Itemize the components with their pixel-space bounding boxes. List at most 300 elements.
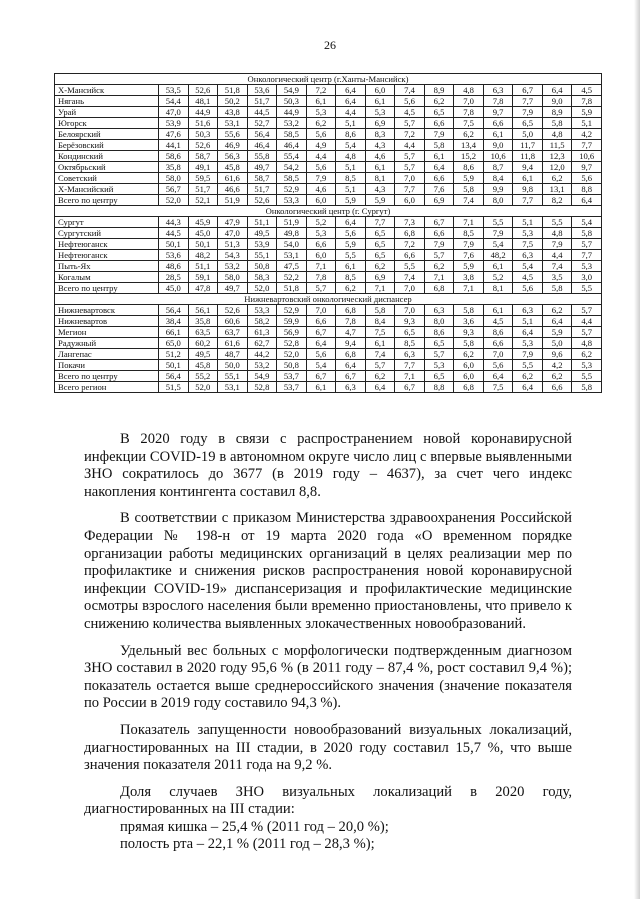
table-row — [55, 96, 602, 107]
row-label: Нефтеюганск — [55, 239, 159, 250]
table-cell: 5,9 — [542, 327, 572, 338]
table-cell: 5,9 — [454, 173, 484, 184]
table-cell: 3,5 — [542, 272, 572, 283]
table-cell: 4,4 — [306, 151, 336, 162]
table-cell: 54,2 — [277, 162, 307, 173]
table-row — [55, 129, 602, 140]
table-cell: 7,8 — [572, 96, 602, 107]
table-cell: 49,8 — [277, 228, 307, 239]
table-cell: 9,3 — [454, 327, 484, 338]
table-cell: 4,5 — [395, 107, 425, 118]
table-cell: 6,6 — [483, 118, 513, 129]
table-cell: 5,8 — [454, 338, 484, 349]
table-row — [55, 239, 602, 250]
table-cell: 59,9 — [277, 316, 307, 327]
table-cell: 7,7 — [513, 195, 543, 206]
table-row — [55, 349, 602, 360]
table-cell: 62,7 — [247, 338, 277, 349]
table-cell: 6,1 — [483, 261, 513, 272]
table-cell: 5,6 — [306, 162, 336, 173]
table-cell: 53,2 — [218, 261, 248, 272]
table-cell: 58,6 — [159, 151, 189, 162]
table-cell: 6,7 — [336, 371, 366, 382]
table-cell: 52,9 — [277, 305, 307, 316]
table-cell: 59,5 — [188, 173, 218, 184]
table-cell: 7,0 — [454, 96, 484, 107]
table-cell: 45,8 — [188, 360, 218, 371]
table-cell: 54,3 — [218, 250, 248, 261]
table-cell: 53,7 — [277, 382, 307, 393]
table-cell: 6,9 — [424, 195, 454, 206]
table-cell: 53,5 — [159, 85, 189, 96]
table-cell: 52,0 — [247, 283, 277, 294]
table-cell: 5,5 — [572, 371, 602, 382]
table-cell: 4,4 — [336, 107, 366, 118]
table-cell: 7,9 — [306, 173, 336, 184]
table-cell: 4,8 — [454, 85, 484, 96]
row-label: Х-Мансийский — [55, 184, 159, 195]
table-cell: 6,4 — [336, 96, 366, 107]
table-cell: 52,0 — [159, 195, 189, 206]
table-cell: 6,2 — [454, 129, 484, 140]
table-cell: 5,4 — [572, 217, 602, 228]
table-row — [55, 360, 602, 371]
table-cell: 52,9 — [277, 184, 307, 195]
section-title: Онкологический центр (г.Ханты-Мансийск) — [55, 74, 602, 85]
table-cell: 58,5 — [277, 129, 307, 140]
table-cell: 51,8 — [277, 283, 307, 294]
table-cell: 5,5 — [336, 250, 366, 261]
table-cell: 7,9 — [424, 129, 454, 140]
table-cell: 43,8 — [218, 107, 248, 118]
table-cell: 6,0 — [454, 371, 484, 382]
table-cell: 6,4 — [365, 382, 395, 393]
table-cell: 4,5 — [483, 316, 513, 327]
table-cell: 5,3 — [572, 360, 602, 371]
table-cell: 4,9 — [306, 140, 336, 151]
table-cell: 5,8 — [454, 184, 484, 195]
table-cell: 8,9 — [542, 107, 572, 118]
table-cell: 6,3 — [395, 349, 425, 360]
table-cell: 6,1 — [306, 382, 336, 393]
table-row — [55, 371, 602, 382]
table-cell: 7,1 — [395, 371, 425, 382]
table-cell: 6,8 — [336, 305, 366, 316]
table-cell: 6,8 — [336, 349, 366, 360]
table-cell: 5,7 — [424, 250, 454, 261]
table-cell: 6,5 — [424, 371, 454, 382]
table-cell: 48,7 — [218, 349, 248, 360]
table-cell: 28,5 — [159, 272, 189, 283]
table-cell: 7,2 — [395, 239, 425, 250]
table-cell: 7,2 — [306, 85, 336, 96]
table-cell: 7,4 — [454, 195, 484, 206]
table-cell: 7,6 — [424, 184, 454, 195]
table-cell: 6,1 — [483, 129, 513, 140]
table-cell: 53,9 — [159, 118, 189, 129]
table-cell: 5,6 — [336, 228, 366, 239]
table-cell: 7,0 — [395, 283, 425, 294]
table-cell: 47,6 — [159, 129, 189, 140]
table-cell: 7,2 — [395, 129, 425, 140]
table-cell: 5,5 — [572, 283, 602, 294]
table-cell: 54,4 — [159, 96, 189, 107]
table-cell: 5,6 — [306, 129, 336, 140]
table-cell: 4,7 — [336, 327, 366, 338]
table-cell: 7,9 — [424, 239, 454, 250]
table-cell: 49,1 — [188, 162, 218, 173]
table-row — [55, 338, 602, 349]
table-cell: 52,8 — [277, 338, 307, 349]
table-cell: 49,7 — [218, 283, 248, 294]
table-cell: 7,8 — [454, 107, 484, 118]
table-cell: 6,2 — [424, 96, 454, 107]
table-cell: 5,9 — [336, 195, 366, 206]
table-total-row — [55, 382, 602, 393]
table-cell: 48,6 — [159, 261, 189, 272]
table-cell: 4,8 — [542, 129, 572, 140]
table-cell: 63,5 — [188, 327, 218, 338]
table-cell: 44,5 — [159, 228, 189, 239]
table-row — [55, 118, 602, 129]
table-cell: 51,8 — [218, 85, 248, 96]
table-cell: 7,0 — [306, 305, 336, 316]
table-cell: 8,0 — [424, 316, 454, 327]
table-cell: 63,7 — [218, 327, 248, 338]
table-cell: 7,1 — [306, 261, 336, 272]
table-cell: 6,0 — [395, 195, 425, 206]
table-cell: 9,9 — [483, 184, 513, 195]
table-cell: 5,3 — [365, 107, 395, 118]
table-cell: 5,6 — [513, 283, 543, 294]
table-cell: 8,3 — [365, 129, 395, 140]
table-cell: 55,6 — [218, 129, 248, 140]
row-label: Покачи — [55, 360, 159, 371]
table-cell: 8,6 — [454, 162, 484, 173]
table-cell: 4,2 — [572, 129, 602, 140]
table-cell: 52,6 — [188, 85, 218, 96]
row-label: Октябрьский — [55, 162, 159, 173]
table-cell: 53,3 — [247, 305, 277, 316]
table-cell: 7,7 — [513, 96, 543, 107]
table-cell: 52,7 — [247, 118, 277, 129]
row-label: Югорск — [55, 118, 159, 129]
table-cell: 51,7 — [188, 184, 218, 195]
table-cell: 6,5 — [424, 107, 454, 118]
table-cell: 8,4 — [483, 173, 513, 184]
table-cell: 6,6 — [395, 250, 425, 261]
table-cell: 6,4 — [336, 360, 366, 371]
table-row — [55, 140, 602, 151]
table-cell: 8,8 — [572, 184, 602, 195]
table-cell: 7,8 — [306, 272, 336, 283]
table-cell: 9,0 — [483, 140, 513, 151]
table-cell: 7,5 — [483, 382, 513, 393]
table-cell: 5,8 — [454, 305, 484, 316]
table-cell: 6,3 — [513, 305, 543, 316]
table-cell: 6,6 — [306, 239, 336, 250]
table-cell: 53,3 — [277, 195, 307, 206]
row-label: Нижневартовск — [55, 305, 159, 316]
table-cell: 7,1 — [454, 283, 484, 294]
table-cell: 4,3 — [365, 184, 395, 195]
table-cell: 7,1 — [454, 217, 484, 228]
table-cell: 55,1 — [247, 250, 277, 261]
table-cell: 6,0 — [306, 250, 336, 261]
table-cell: 7,7 — [572, 250, 602, 261]
table-cell: 6,7 — [395, 382, 425, 393]
table-cell: 46,4 — [277, 140, 307, 151]
statistics-table-body — [55, 74, 602, 393]
table-cell: 45,0 — [188, 228, 218, 239]
table-cell: 7,7 — [395, 184, 425, 195]
table-cell: 56,1 — [188, 305, 218, 316]
table-cell: 52,0 — [277, 349, 307, 360]
paragraph: Доля случаев ЗНО визуальных локализаций в 2020 году, диагностированных на III стадии: — [84, 783, 572, 818]
section-header-row — [55, 206, 602, 217]
table-cell: 6,0 — [365, 85, 395, 96]
table-cell: 61,6 — [218, 338, 248, 349]
table-cell: 53,1 — [218, 118, 248, 129]
table-cell: 52,1 — [188, 195, 218, 206]
table-cell: 5,4 — [483, 239, 513, 250]
table-cell: 60,6 — [218, 316, 248, 327]
table-cell: 6,5 — [365, 239, 395, 250]
row-label: Сургутский — [55, 228, 159, 239]
section-header-row — [55, 74, 602, 85]
table-cell: 4,3 — [365, 140, 395, 151]
table-cell: 8,6 — [336, 129, 366, 140]
table-cell: 5,8 — [572, 228, 602, 239]
table-cell: 4,6 — [306, 184, 336, 195]
table-cell: 10,6 — [483, 151, 513, 162]
table-cell: 6,2 — [513, 371, 543, 382]
table-cell: 10,6 — [572, 151, 602, 162]
page-edge-shadow — [634, 0, 640, 899]
table-cell: 51,5 — [159, 382, 189, 393]
table-cell: 7,4 — [542, 261, 572, 272]
table-cell: 7,9 — [513, 349, 543, 360]
table-cell: 58,5 — [277, 173, 307, 184]
table-cell: 51,1 — [247, 217, 277, 228]
table-cell: 6,4 — [424, 162, 454, 173]
row-label: Всего по центру — [55, 371, 159, 382]
table-cell: 7,0 — [483, 349, 513, 360]
table-cell: 4,4 — [572, 316, 602, 327]
table-cell: 8,0 — [483, 195, 513, 206]
table-cell: 6,6 — [424, 173, 454, 184]
table-cell: 6,5 — [365, 250, 395, 261]
table-cell: 5,6 — [306, 349, 336, 360]
table-cell: 51,3 — [218, 239, 248, 250]
table-cell: 5,5 — [395, 261, 425, 272]
table-cell: 5,3 — [306, 228, 336, 239]
table-cell: 55,1 — [218, 371, 248, 382]
table-cell: 5,1 — [336, 184, 366, 195]
table-cell: 6,4 — [483, 371, 513, 382]
table-cell: 8,6 — [424, 327, 454, 338]
table-cell: 55,2 — [188, 371, 218, 382]
table-row — [55, 327, 602, 338]
table-cell: 8,9 — [424, 85, 454, 96]
table-cell: 5,6 — [572, 173, 602, 184]
row-label: Мегион — [55, 327, 159, 338]
table-cell: 5,7 — [365, 360, 395, 371]
table-cell: 49,5 — [188, 349, 218, 360]
table-cell: 44,1 — [159, 140, 189, 151]
table-cell: 12,3 — [542, 151, 572, 162]
table-cell: 6,2 — [336, 283, 366, 294]
table-cell: 7,7 — [572, 140, 602, 151]
table-cell: 52,6 — [247, 195, 277, 206]
table-cell: 56,7 — [159, 184, 189, 195]
table-cell: 6,6 — [306, 316, 336, 327]
table-cell: 7,9 — [483, 228, 513, 239]
table-cell: 5,8 — [542, 118, 572, 129]
table-cell: 45,8 — [218, 162, 248, 173]
table-cell: 5,1 — [336, 118, 366, 129]
table-cell: 7,9 — [542, 239, 572, 250]
table-cell: 7,1 — [424, 272, 454, 283]
table-cell: 52,0 — [188, 382, 218, 393]
table-cell: 6,3 — [513, 250, 543, 261]
table-cell: 48,1 — [188, 96, 218, 107]
table-cell: 58,7 — [188, 151, 218, 162]
table-cell: 4,2 — [542, 360, 572, 371]
table-cell: 56,4 — [247, 129, 277, 140]
statistics-table — [54, 73, 602, 393]
paragraph: Показатель запущенности новообразований визуальных локализаций, диагностированных на III стадии, в 2020 году составил 15,7 %, что выше значения показателя 2011 года на 9,2 %. — [84, 721, 572, 774]
table-cell: 6,3 — [336, 382, 366, 393]
section-title: Онкологический центр (г. Сургут) — [55, 206, 602, 217]
document-text — [84, 431, 572, 854]
table-cell: 51,6 — [188, 118, 218, 129]
table-cell: 54,0 — [277, 239, 307, 250]
table-cell: 6,2 — [542, 371, 572, 382]
table-cell: 6,0 — [454, 360, 484, 371]
table-cell: 6,4 — [513, 327, 543, 338]
table-cell: 6,5 — [365, 228, 395, 239]
table-cell: 50,1 — [188, 239, 218, 250]
table-cell: 5,9 — [365, 195, 395, 206]
table-row — [55, 283, 602, 294]
table-cell: 5,5 — [513, 360, 543, 371]
table-row — [55, 217, 602, 228]
table-cell: 51,9 — [218, 195, 248, 206]
section-header-row — [55, 294, 602, 305]
table-cell: 8,5 — [336, 272, 366, 283]
table-row — [55, 272, 602, 283]
row-label: Урай — [55, 107, 159, 118]
table-cell: 53,2 — [247, 360, 277, 371]
table-cell: 50,1 — [159, 360, 189, 371]
table-cell: 61,3 — [247, 327, 277, 338]
table-cell: 4,5 — [513, 272, 543, 283]
table-cell: 8,6 — [483, 327, 513, 338]
row-label: Пыть-Ях — [55, 261, 159, 272]
table-cell: 6,2 — [542, 173, 572, 184]
table-cell: 7,9 — [513, 107, 543, 118]
table-cell: 4,6 — [365, 151, 395, 162]
table-cell: 6,2 — [365, 261, 395, 272]
table-cell: 11,5 — [542, 140, 572, 151]
table-cell: 5,1 — [572, 118, 602, 129]
table-cell: 5,4 — [336, 140, 366, 151]
paragraph: В соответствии с приказом Министерства здравоохранения Российской Федерации № 198-н от 19 марта 2020 года «О временном порядке организации работы медицинских организаций в целях реализации мер по профилактике и снижения рисков распространения новой коронавирусной инфекции COVID-19» диспансеризация и профилактические медицинские осмотры взрослого населения были временно приостановлены, что привело к снижению количества выявленных злокачественных новообразований. — [84, 510, 572, 632]
table-cell: 8,8 — [424, 382, 454, 393]
table-cell: 5,9 — [572, 107, 602, 118]
table-cell: 6,5 — [513, 118, 543, 129]
table-cell: 51,1 — [188, 261, 218, 272]
table-cell: 3,0 — [572, 272, 602, 283]
table-cell: 5,4 — [513, 261, 543, 272]
table-cell: 5,7 — [395, 118, 425, 129]
table-cell: 8,5 — [454, 228, 484, 239]
table-cell: 8,4 — [365, 316, 395, 327]
table-cell: 13,4 — [454, 140, 484, 151]
table-cell: 53,6 — [247, 85, 277, 96]
table-cell: 44,5 — [247, 107, 277, 118]
table-cell: 49,5 — [247, 228, 277, 239]
table-cell: 4,8 — [336, 151, 366, 162]
table-cell: 9,6 — [542, 349, 572, 360]
table-cell: 47,0 — [159, 107, 189, 118]
table-cell: 6,1 — [365, 338, 395, 349]
row-label: Сургут — [55, 217, 159, 228]
table-cell: 58,3 — [247, 272, 277, 283]
table-cell: 52,2 — [277, 272, 307, 283]
table-cell: 45,9 — [188, 217, 218, 228]
table-cell: 5,6 — [395, 96, 425, 107]
table-row — [55, 184, 602, 195]
table-cell: 53,2 — [277, 118, 307, 129]
table-cell: 8,5 — [395, 338, 425, 349]
table-cell: 4,5 — [572, 85, 602, 96]
table-cell: 7,9 — [454, 239, 484, 250]
paragraph: В 2020 году в связи с распространением новой коронавирусной инфекции COVID-19 в автономном округе число лиц с впервые выявленными ЗНО сократилось до 3677 (в 2019 году – 4637), за счет чего индекс накопления контингента составил 8,8. — [84, 431, 572, 500]
table-cell: 50,3 — [277, 96, 307, 107]
table-cell: 6,7 — [306, 327, 336, 338]
table-cell: 4,4 — [395, 140, 425, 151]
table-cell: 7,4 — [395, 272, 425, 283]
table-cell: 6,3 — [483, 85, 513, 96]
table-cell: 6,5 — [395, 327, 425, 338]
table-cell: 5,0 — [513, 129, 543, 140]
table-cell: 9,4 — [513, 162, 543, 173]
table-cell: 53,7 — [277, 371, 307, 382]
table-cell: 35,8 — [188, 316, 218, 327]
table-cell: 5,2 — [483, 272, 513, 283]
table-cell: 6,2 — [424, 261, 454, 272]
table-cell: 59,1 — [188, 272, 218, 283]
table-cell: 6,0 — [306, 195, 336, 206]
row-label: Белоярский — [55, 129, 159, 140]
table-cell: 6,3 — [424, 305, 454, 316]
table-cell: 6,6 — [483, 338, 513, 349]
table-cell: 5,3 — [513, 228, 543, 239]
table-cell: 35,8 — [159, 162, 189, 173]
table-cell: 7,0 — [395, 305, 425, 316]
row-label: Нягань — [55, 96, 159, 107]
table-cell: 6,6 — [424, 228, 454, 239]
table-cell: 7,7 — [395, 360, 425, 371]
table-cell: 47,5 — [277, 261, 307, 272]
table-cell: 58,7 — [247, 173, 277, 184]
table-cell: 65,0 — [159, 338, 189, 349]
table-cell: 6,4 — [306, 338, 336, 349]
table-cell: 46,9 — [218, 140, 248, 151]
row-label: Нижневартов — [55, 316, 159, 327]
